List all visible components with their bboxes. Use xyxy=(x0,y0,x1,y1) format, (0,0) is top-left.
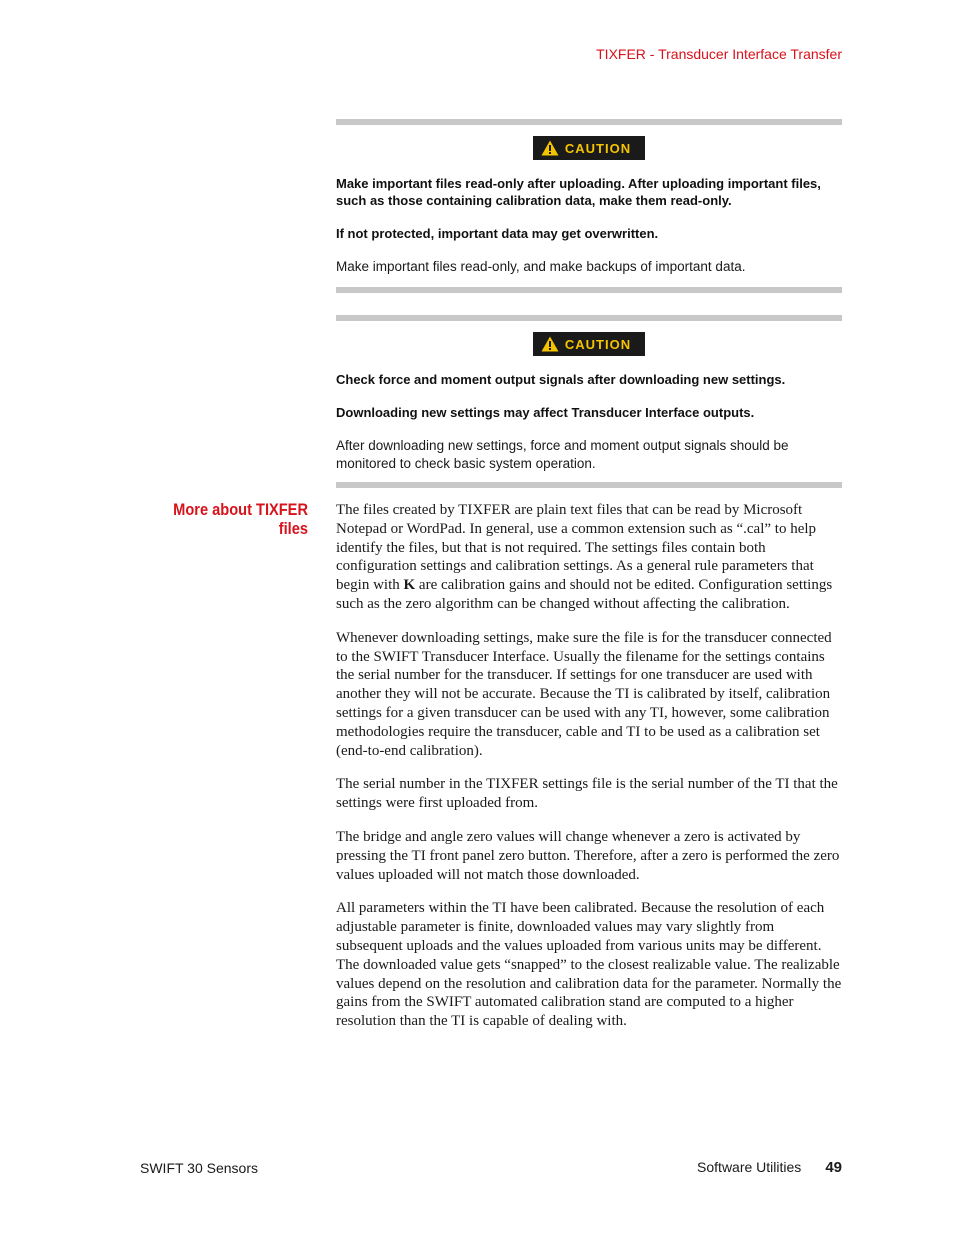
paragraph-calibration-resolution: All parameters within the TI have been calibrated. Because the resolution of each adjustable parameter is finite, downloaded values may vary slightly from subsequent uploads and the values uploaded from various units may be different. The downloaded value gets “snapped” to the closest realizable value. The realizable values depend on the resolution and calibration data for the parameter. Normally the gains from the SWIFT automated calibration stand are computed to a higher resolution than the TI is capable of dealing with. xyxy=(336,900,842,1030)
caution-badge xyxy=(533,136,645,160)
page-number: 49 xyxy=(825,1159,842,1176)
caution-bottom-rule xyxy=(336,482,842,488)
paragraph-downloading: Whenever downloading settings, make sure the file is for the transducer connected to the SWIFT Transducer Interface. Usually the filename for the settings contains the serial number for the transducer. If settings for one transducer are used with another they will not be accurate. Because the TI is calibrated by itself, calibration settings for a given transducer can be used with any TI, however, some calibration methodologies require the transducer, cable and TI to be used as a calibration set (end-to-end calibration). xyxy=(336,629,832,759)
paragraph-serial-number: The serial number in the TIXFER settings file is the serial number of the TI that the settings were first uploaded from. xyxy=(336,776,838,812)
running-header: TIXFER - Transducer Interface Transfer xyxy=(596,46,842,62)
caution-top-rule xyxy=(336,315,842,321)
caution-badge xyxy=(533,332,645,356)
caution-block-read-only xyxy=(336,119,842,293)
footer-product: SWIFT 30 Sensors xyxy=(140,1160,259,1176)
caution-badge-label: CAUTION xyxy=(564,336,632,352)
caution-block-download-settings xyxy=(336,315,842,488)
section-heading-line2: files xyxy=(278,519,308,538)
section-body xyxy=(336,501,842,1046)
paragraph-text: The files created by TIXFER are plain text files that can be read by Microsoft Notepad or WordPad. In general, use a common extension such as “.cal” to help identify the files, but that is not required. The settings files contain both configuration settings and calibration settings. As a general rule parameters that begin with xyxy=(336,502,817,594)
caution-bottom-rule xyxy=(336,287,842,293)
caution-badge-label: CAUTION xyxy=(564,140,632,156)
caution-statement: Check force and moment output signals after downloading new settings. xyxy=(336,372,786,387)
caution-statement: Make important files read-only after uploading. After uploading important files, such as those containing calibration data, make them read-only. xyxy=(336,176,821,208)
footer-right xyxy=(697,1159,842,1176)
warning-triangle-icon xyxy=(541,336,559,352)
paragraph-file-format xyxy=(336,501,842,614)
paragraph-text: are calibration gains and should not be edited. Configuration settings such as the zero algorithm can be changed without affecting the calibration. xyxy=(336,577,833,612)
warning-triangle-icon xyxy=(541,140,559,156)
section-heading-line1: More about TIXFER xyxy=(173,500,308,519)
caution-remedy: After downloading new settings, force and moment output signals should be monitored to check basic system operation. xyxy=(336,438,789,471)
caution-remedy: Make important files read-only, and make backups of important data. xyxy=(336,259,746,274)
footer-chapter: Software Utilities xyxy=(697,1159,802,1175)
caution-consequence: Downloading new settings may affect Transducer Interface outputs. xyxy=(336,405,755,420)
caution-consequence: If not protected, important data may get overwritten. xyxy=(336,226,659,241)
section-heading xyxy=(164,500,308,538)
paragraph-zero-values: The bridge and angle zero values will change whenever a zero is activated by pressing the TI front panel zero button. Therefore, after a zero is performed the zero values uploaded will not match those downloaded. xyxy=(336,828,840,883)
caution-top-rule xyxy=(336,119,842,125)
bold-parameter-prefix: K xyxy=(403,577,416,594)
